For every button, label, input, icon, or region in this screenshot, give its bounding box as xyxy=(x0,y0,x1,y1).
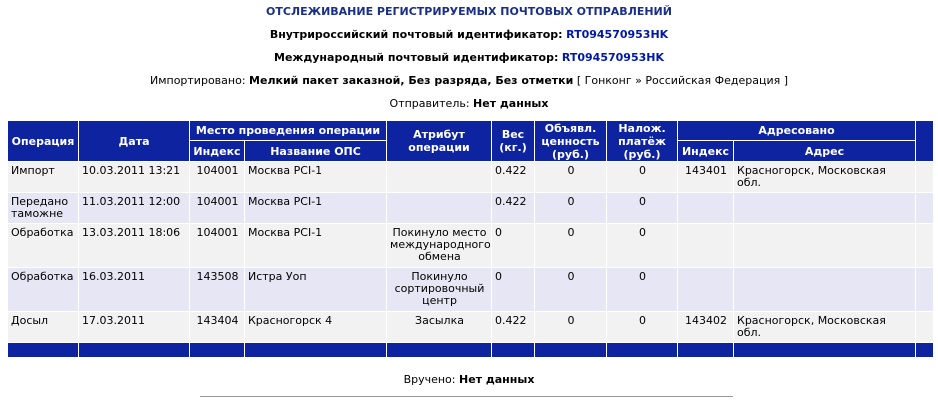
cell-attribute: Покинуло сортировочный центр xyxy=(387,268,492,312)
cell-weight: 0.422 xyxy=(492,312,535,343)
cell-operation: Импорт xyxy=(8,162,79,193)
cell-cod: 0 xyxy=(607,193,678,224)
cell-blank xyxy=(916,312,934,343)
cell-date: 17.03.2011 xyxy=(79,312,190,343)
cell-weight: 0.422 xyxy=(492,162,535,193)
intl-id-link[interactable]: RT094570953HK xyxy=(561,51,664,64)
col-addr-index: Индекс xyxy=(678,141,734,162)
col-address: Адрес xyxy=(734,141,916,162)
cell-operation: Досыл xyxy=(8,312,79,343)
cell-declared: 0 xyxy=(535,312,607,343)
table-row xyxy=(8,312,934,343)
col-attribute: Атрибут операции xyxy=(387,121,492,162)
cell-index: 143404 xyxy=(190,312,245,343)
cell-index: 104001 xyxy=(190,193,245,224)
cell-address: Красногорск, Московская обл. xyxy=(734,312,916,343)
page-title: ОТСЛЕЖИВАНИЕ РЕГИСТРИРУЕМЫХ ПОЧТОВЫХ ОТПРАВЛЕНИЙ xyxy=(266,5,672,18)
cell-attribute: Засылка xyxy=(387,312,492,343)
imported-value: Мелкий пакет заказной, Без разряда, Без отметки xyxy=(249,74,574,87)
cell-attribute xyxy=(387,162,492,193)
table-row xyxy=(8,268,934,312)
cell-index: 104001 xyxy=(190,162,245,193)
cell-addr-index: 143401 xyxy=(678,162,734,193)
cell-date: 10.03.2011 13:21 xyxy=(79,162,190,193)
cell-declared: 0 xyxy=(535,193,607,224)
cell-blank xyxy=(916,224,934,268)
cell-attribute xyxy=(387,193,492,224)
delivered-line xyxy=(0,373,938,386)
bottom-divider xyxy=(200,396,733,397)
delivered-label: Вручено: xyxy=(403,373,456,386)
cell-weight: 0 xyxy=(492,268,535,312)
cell-ops-name: Истра Уоп xyxy=(245,268,387,312)
col-place-name: Название ОПС xyxy=(245,141,387,162)
cell-addr-index xyxy=(678,193,734,224)
col-blank xyxy=(916,121,934,162)
cell-cod: 0 xyxy=(607,268,678,312)
cell-date: 11.03.2011 12:00 xyxy=(79,193,190,224)
cell-addr-index xyxy=(678,224,734,268)
cell-blank xyxy=(916,162,934,193)
table-footer-bar xyxy=(8,343,934,358)
cell-address xyxy=(734,268,916,312)
cell-operation: Обработка xyxy=(8,224,79,268)
intl-id-label: Международный почтовый идентификатор: xyxy=(274,51,559,64)
domestic-id-link[interactable]: RT094570953HK xyxy=(566,28,669,41)
cell-weight: 0 xyxy=(492,224,535,268)
cell-ops-name: Красногорск 4 xyxy=(245,312,387,343)
cell-ops-name: Москва PCI-1 xyxy=(245,193,387,224)
cell-operation: Передано таможне xyxy=(8,193,79,224)
domestic-id-line xyxy=(0,28,938,41)
imported-label: Импортировано: xyxy=(149,74,246,87)
cell-operation: Обработка xyxy=(8,268,79,312)
cell-index: 104001 xyxy=(190,224,245,268)
intl-id-line xyxy=(0,51,938,64)
domestic-id-label: Внутрироссийский почтовый идентификатор: xyxy=(269,28,563,41)
col-declared: Объявл. ценность (руб.) xyxy=(535,121,607,162)
col-addressed: Адресовано xyxy=(678,121,916,141)
col-operation: Операция xyxy=(8,121,79,162)
sender-line xyxy=(0,97,938,110)
col-cod: Налож. платёж (руб.) xyxy=(607,121,678,162)
sender-label: Отправитель: xyxy=(389,97,470,110)
table-row xyxy=(8,162,934,193)
table-row xyxy=(8,224,934,268)
cell-attribute: Покинуло место международного обмена xyxy=(387,224,492,268)
table-row xyxy=(8,193,934,224)
imported-line xyxy=(0,74,938,87)
col-place-index: Индекс xyxy=(190,141,245,162)
route: [ Гонконг » Российская Федерация ] xyxy=(576,74,789,87)
cell-cod: 0 xyxy=(607,162,678,193)
delivered-value: Нет данных xyxy=(459,373,535,386)
cell-addr-index xyxy=(678,268,734,312)
cell-declared: 0 xyxy=(535,224,607,268)
cell-blank xyxy=(916,268,934,312)
cell-ops-name: Москва PCI-1 xyxy=(245,224,387,268)
col-weight: Вес (кг.) xyxy=(492,121,535,162)
cell-cod: 0 xyxy=(607,224,678,268)
cell-declared: 0 xyxy=(535,162,607,193)
cell-ops-name: Москва PCI-1 xyxy=(245,162,387,193)
cell-address xyxy=(734,224,916,268)
cell-date: 13.03.2011 18:06 xyxy=(79,224,190,268)
cell-addr-index: 143402 xyxy=(678,312,734,343)
cell-address xyxy=(734,193,916,224)
tracking-table xyxy=(7,120,934,358)
cell-index: 143508 xyxy=(190,268,245,312)
cell-address: Красногорск, Московская обл. xyxy=(734,162,916,193)
cell-blank xyxy=(916,193,934,224)
cell-weight: 0.422 xyxy=(492,193,535,224)
col-place: Место проведения операции xyxy=(190,121,387,141)
sender-value: Нет данных xyxy=(473,97,549,110)
col-date: Дата xyxy=(79,121,190,162)
cell-date: 16.03.2011 xyxy=(79,268,190,312)
cell-declared: 0 xyxy=(535,268,607,312)
cell-cod: 0 xyxy=(607,312,678,343)
